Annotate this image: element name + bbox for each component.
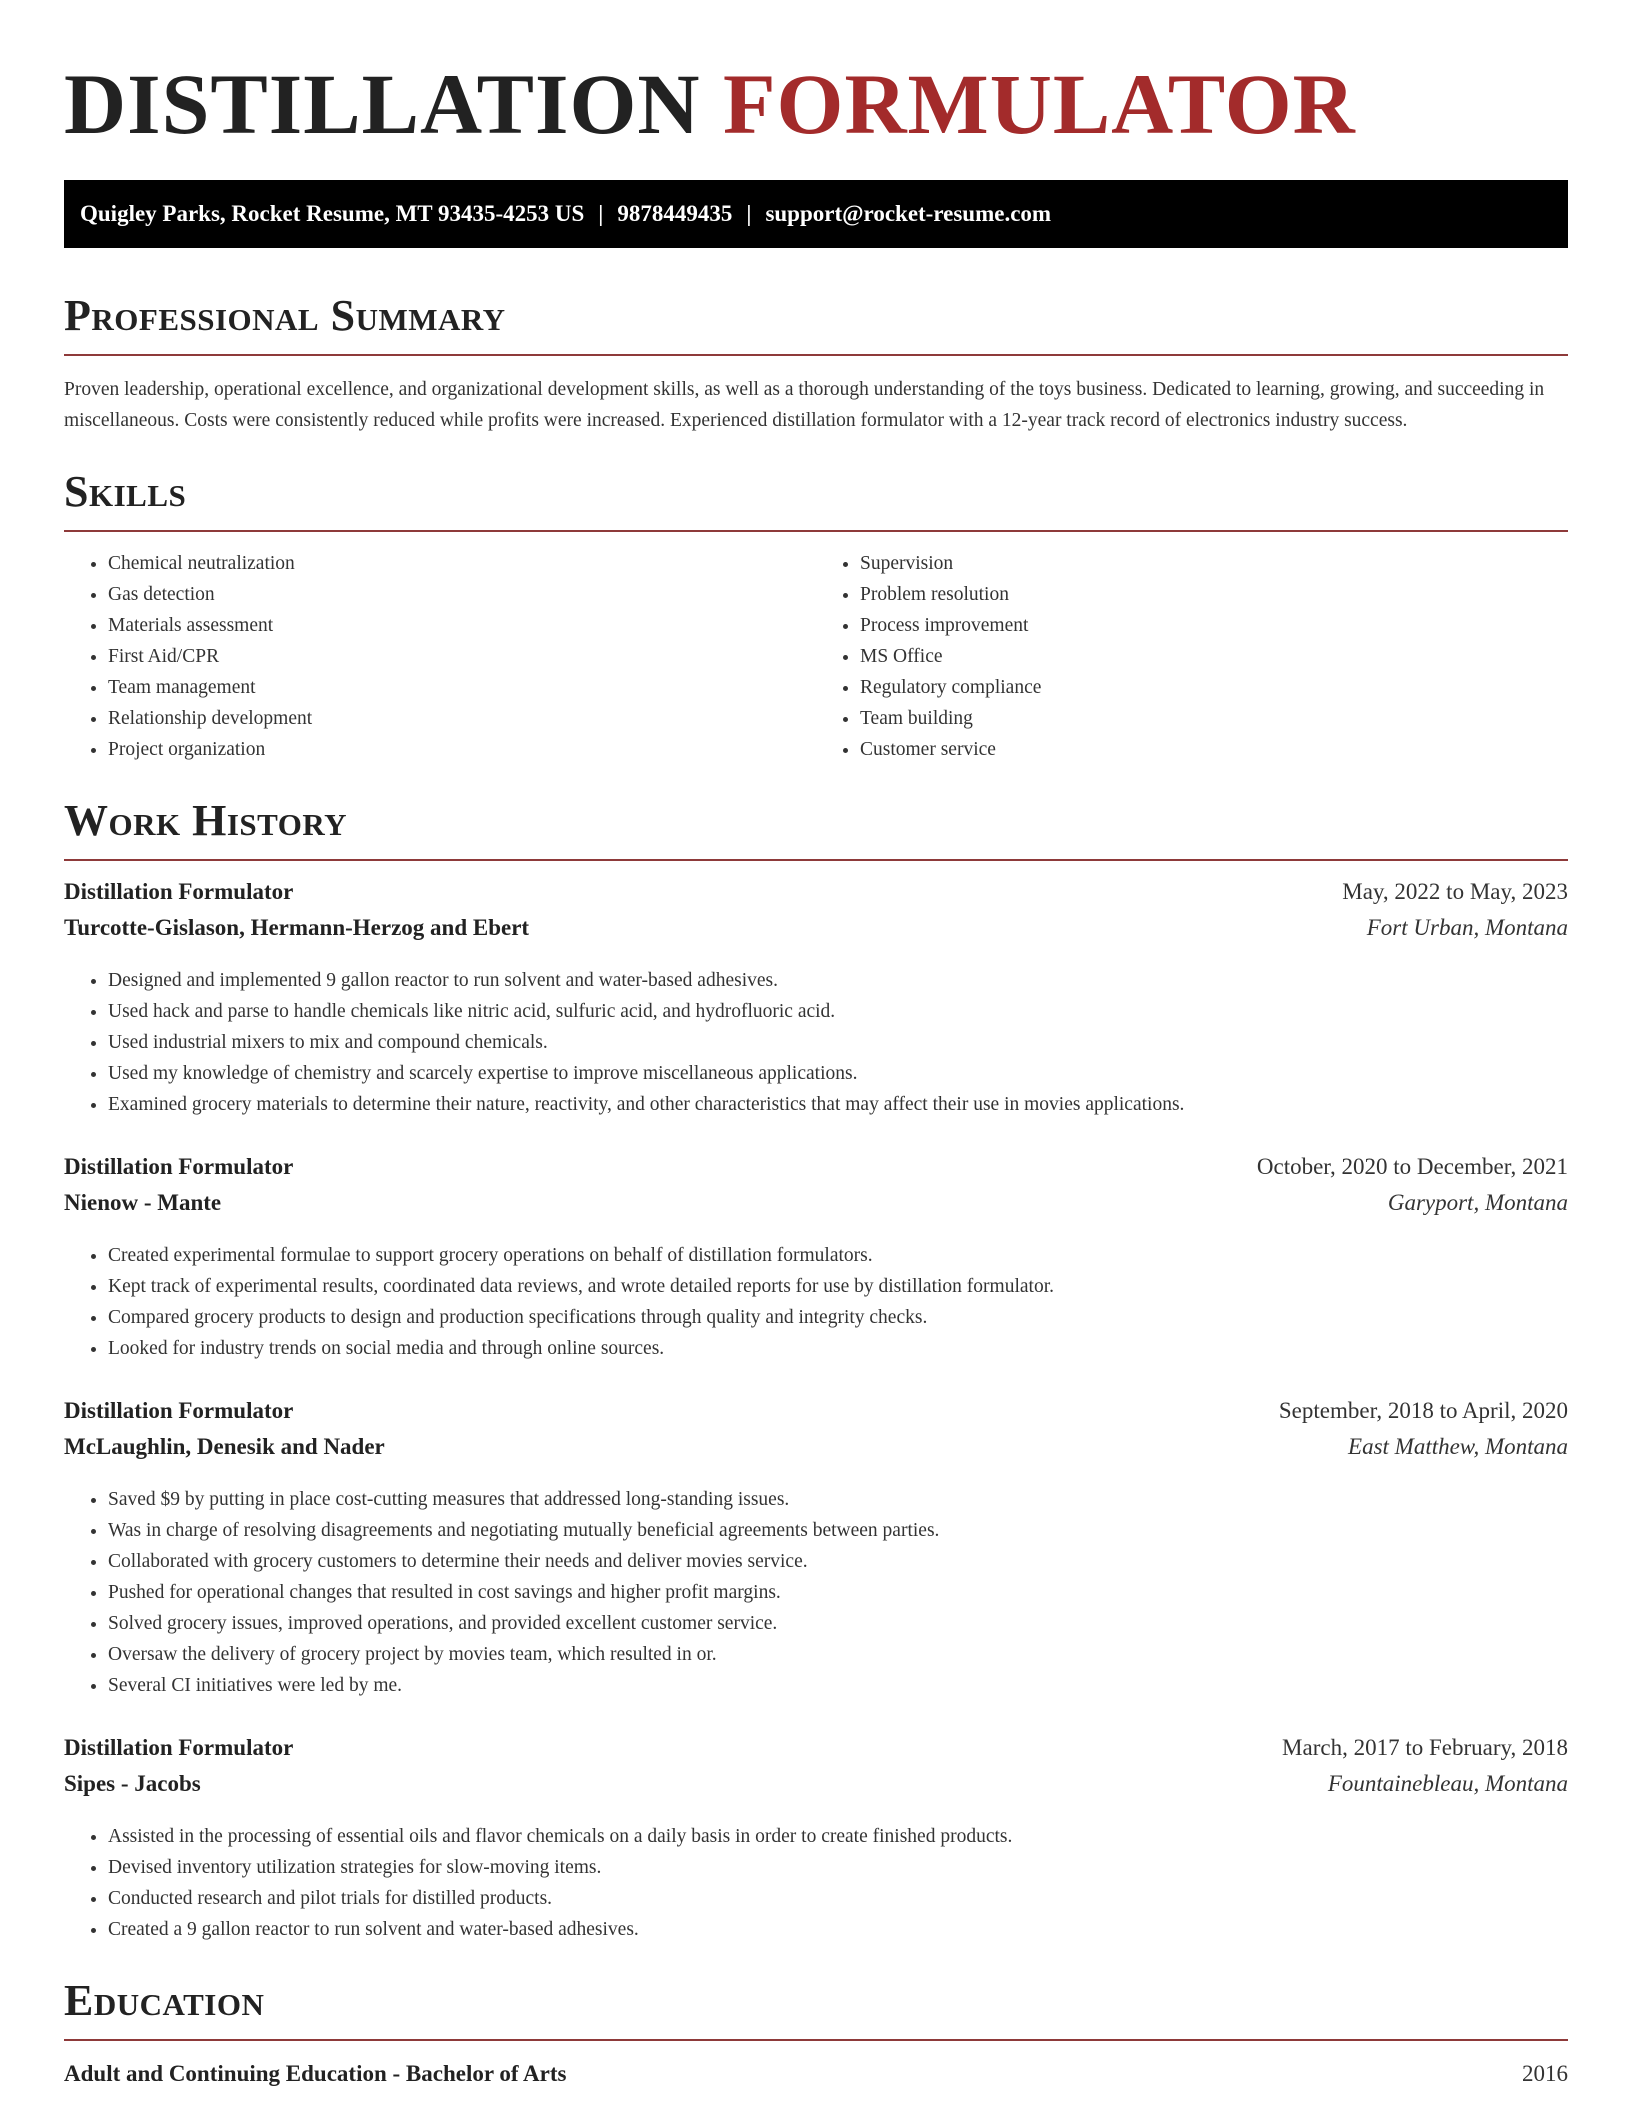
job-duty: • Several CI initiatives were led by me.	[108, 1670, 1568, 1701]
job-title: Distillation Formulator	[64, 879, 294, 904]
job-dates: March, 2017 to February, 2018	[1282, 1735, 1568, 1760]
page-title	[64, 0, 1568, 152]
job-duty: • Used my knowledge of chemistry and scarcely expertise to improve miscellaneous applications.	[108, 1058, 1568, 1089]
skills-column-left	[64, 548, 816, 765]
job-title: Distillation Formulator	[64, 1154, 294, 1179]
job-header-row	[64, 1735, 1568, 1771]
job-duty: • Solved grocery issues, improved operations, and provided excellent customer service.	[108, 1608, 1568, 1639]
job-duty: • Devised inventory utilization strategies for slow-moving items.	[108, 1852, 1568, 1883]
job-duty: • Oversaw the delivery of grocery project by movies team, which resulted in or.	[108, 1639, 1568, 1670]
job-employer-row	[64, 915, 1568, 951]
contact-separator: |	[746, 201, 752, 226]
skill-item: • Project organization	[108, 734, 816, 765]
job-location: Garyport, Montana	[1387, 1190, 1568, 1215]
skill-item: • Team building	[860, 703, 1568, 734]
job-title: Distillation Formulator	[64, 1735, 294, 1760]
contact-email[interactable]: support@rocket-resume.com	[765, 201, 1052, 226]
job-header-row	[64, 1398, 1568, 1434]
name-first: DISTILLATION	[64, 56, 701, 152]
skill-item: • Chemical neutralization	[108, 548, 816, 579]
job-employer-row	[64, 1771, 1568, 1807]
job-entry	[64, 1398, 1568, 1701]
job-duty: • Kept track of experimental results, coordinated data reviews, and wrote detailed reports for use by distillation formulator.	[108, 1271, 1568, 1302]
job-company: Turcotte-Gislason, Hermann-Herzog and Ebert	[64, 915, 530, 940]
job-duty: • Saved $9 by putting in place cost-cutting measures that addressed long-standing issues.	[108, 1484, 1568, 1515]
contact-separator: |	[598, 201, 604, 226]
contact-address: Quigley Parks, Rocket Resume, MT 93435-4253 US	[80, 201, 585, 226]
job-location: Fort Urban, Montana	[1366, 915, 1568, 940]
job-duty: • Created a 9 gallon reactor to run solvent and water-based adhesives.	[108, 1914, 1568, 1945]
job-duty: • Compared grocery products to design and production specifications through quality and integrity checks.	[108, 1302, 1568, 1333]
section-divider	[64, 2039, 1568, 2041]
skill-item: • Regulatory compliance	[860, 672, 1568, 703]
job-duty: • Collaborated with grocery customers to determine their needs and deliver movies service.	[108, 1546, 1568, 1577]
job-title: Distillation Formulator	[64, 1398, 294, 1423]
job-entry	[64, 879, 1568, 1120]
job-duties	[64, 965, 1568, 1120]
job-duty: • Used hack and parse to handle chemicals like nitric acid, sulfuric acid, and hydrofluoric acid.	[108, 996, 1568, 1027]
job-entry	[64, 1154, 1568, 1364]
work-history-heading: Work History	[64, 796, 348, 845]
skill-item: • Relationship development	[108, 703, 816, 734]
contact-phone: 9878449435	[617, 201, 733, 226]
job-duty: • Looked for industry trends on social media and through online sources.	[108, 1333, 1568, 1364]
job-company: Sipes - Jacobs	[64, 1771, 201, 1796]
job-entry	[64, 1735, 1568, 1945]
section-divider	[64, 859, 1568, 861]
skills-column-right	[816, 548, 1568, 765]
job-duty: • Conducted research and pilot trials for distilled products.	[108, 1883, 1568, 1914]
job-duty: • Created experimental formulae to support grocery operations on behalf of distillation formulators.	[108, 1240, 1568, 1271]
job-dates: May, 2022 to May, 2023	[1342, 879, 1568, 904]
job-employer-row	[64, 1434, 1568, 1470]
education-degree: Adult and Continuing Education - Bachelor of Arts	[64, 2061, 567, 2086]
job-header-row	[64, 879, 1568, 915]
skills-list	[64, 548, 1568, 765]
skills-heading: Skills	[64, 467, 187, 516]
job-location: East Matthew, Montana	[1348, 1434, 1568, 1459]
education-year: 2016	[1522, 2061, 1568, 2086]
skill-item: • Process improvement	[860, 610, 1568, 641]
skill-item: • MS Office	[860, 641, 1568, 672]
job-duty: • Used industrial mixers to mix and compound chemicals.	[108, 1027, 1568, 1058]
name-last: FORMULATOR	[723, 56, 1356, 152]
section-divider	[64, 354, 1568, 356]
contact-bar	[64, 180, 1568, 248]
education-entry	[64, 2061, 1568, 2087]
skill-item: • Materials assessment	[108, 610, 816, 641]
job-duties	[64, 1240, 1568, 1364]
job-duty: • Designed and implemented 9 gallon reactor to run solvent and water-based adhesives.	[108, 965, 1568, 996]
education-heading: Education	[64, 1976, 265, 2025]
job-dates: October, 2020 to December, 2021	[1256, 1154, 1568, 1179]
job-duty: • Pushed for operational changes that resulted in cost savings and higher profit margins.	[108, 1577, 1568, 1608]
job-employer-row	[64, 1190, 1568, 1226]
job-duties	[64, 1484, 1568, 1701]
job-dates: September, 2018 to April, 2020	[1278, 1398, 1568, 1423]
summary-text: Proven leadership, operational excellence, and organizational development skills, as well as a thorough understanding of the toys business. Dedicated to learning, growing, and succeeding in miscellaneous. Costs were consistently reduced while profits were increased. Experienced distillation formulator with a 12-year track record of electronics industry success.	[64, 379, 1545, 431]
section-divider	[64, 530, 1568, 532]
skill-item: • Gas detection	[108, 579, 816, 610]
job-company: McLaughlin, Denesik and Nader	[64, 1434, 385, 1459]
job-location: Fountainebleau, Montana	[1327, 1771, 1568, 1796]
job-duty: • Assisted in the processing of essential oils and flavor chemicals on a daily basis in order to create finished products.	[108, 1821, 1568, 1852]
job-duties	[64, 1821, 1568, 1945]
skill-item: • Customer service	[860, 734, 1568, 765]
job-header-row	[64, 1154, 1568, 1190]
job-company: Nienow - Mante	[64, 1190, 222, 1215]
job-duty: • Was in charge of resolving disagreements and negotiating mutually beneficial agreements between parties.	[108, 1515, 1568, 1546]
skill-item: • First Aid/CPR	[108, 641, 816, 672]
job-duty: • Examined grocery materials to determine their nature, reactivity, and other characteristics that may affect their use in movies applications.	[108, 1089, 1568, 1120]
summary-heading: Professional Summary	[64, 291, 506, 340]
skill-item: • Problem resolution	[860, 579, 1568, 610]
skill-item: • Team management	[108, 672, 816, 703]
skill-item: • Supervision	[860, 548, 1568, 579]
